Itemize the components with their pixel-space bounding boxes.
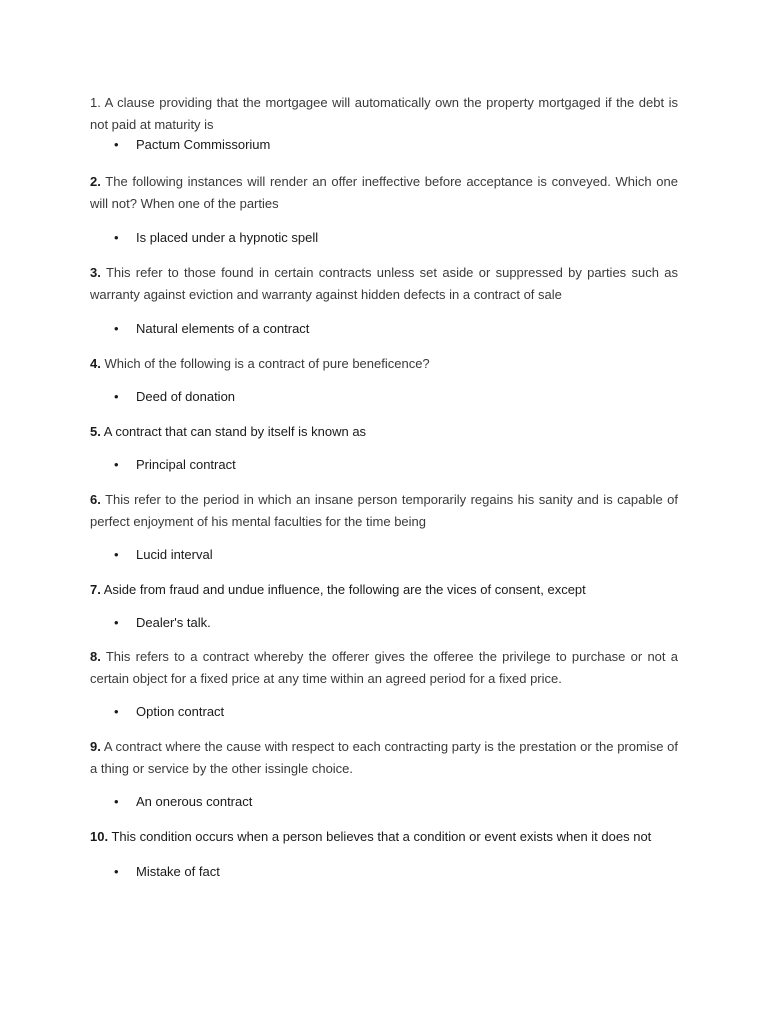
bullet-icon: •	[114, 137, 119, 152]
bullet-icon: •	[114, 389, 119, 404]
question-9	[90, 736, 678, 780]
question-text: A contract that can stand by itself is known as	[103, 424, 367, 439]
question-5	[90, 421, 678, 443]
question-number: 6.	[90, 492, 101, 507]
question-text: Which of the following is a contract of pure beneficence?	[104, 356, 430, 371]
bullet-icon: •	[114, 230, 119, 245]
question-number: 7.	[90, 582, 101, 597]
question-1	[90, 92, 678, 136]
bullet-icon: •	[114, 321, 119, 336]
document-page	[90, 92, 678, 881]
question-text: Aside from fraud and undue influence, the following are the vices of consent, except	[103, 582, 586, 597]
answer-text: Dealer's talk.	[136, 615, 211, 630]
question-3	[90, 262, 678, 306]
answer-text: Option contract	[136, 704, 225, 719]
answer-2	[90, 229, 678, 247]
question-number: 10.	[90, 829, 109, 844]
bullet-icon: •	[114, 457, 119, 472]
question-number: 3.	[90, 265, 101, 280]
question-2	[90, 171, 678, 215]
answer-9	[90, 793, 678, 811]
answer-8	[90, 703, 678, 721]
question-number: 4.	[90, 356, 101, 371]
question-text: This condition occurs when a person believes that a condition or event exists when it does not	[111, 829, 652, 844]
answer-text: Mistake of fact	[136, 864, 220, 879]
answer-6	[90, 546, 678, 564]
question-number: 1.	[90, 95, 101, 110]
bullet-icon: •	[114, 615, 119, 630]
question-text: This refer to those found in certain contracts unless set aside or suppressed by parties such as warranty against eviction and warranty against hidden defects in a contract of sale	[90, 265, 678, 302]
question-10	[90, 826, 678, 848]
answer-text: Natural elements of a contract	[136, 321, 310, 336]
question-text: A contract where the cause with respect to each contracting party is the prestation or the promise of a thing or service by the other issingle choice.	[90, 739, 678, 776]
question-text: The following instances will render an offer ineffective before acceptance is conveyed. Which one will not? When one of the parties	[90, 174, 678, 211]
answer-text: Is placed under a hypnotic spell	[136, 230, 319, 245]
bullet-icon: •	[114, 794, 119, 809]
question-number: 9.	[90, 739, 101, 754]
question-text: This refer to the period in which an insane person temporarily regains his sanity and is capable of perfect enjoyment of his mental faculties for the time being	[90, 492, 678, 529]
question-6	[90, 489, 678, 533]
answer-text: Deed of donation	[136, 389, 236, 404]
question-4	[90, 353, 678, 375]
bullet-icon: •	[114, 704, 119, 719]
question-number: 5.	[90, 424, 101, 439]
answer-4	[90, 388, 678, 406]
answer-text: Pactum Commissorium	[136, 137, 271, 152]
answer-text: An onerous contract	[136, 794, 253, 809]
answer-3	[90, 320, 678, 338]
question-text: This refers to a contract whereby the offerer gives the offeree the privilege to purchase or not a certain object for a fixed price at any time within an agreed period for a fixed price.	[90, 649, 678, 686]
bullet-icon: •	[114, 547, 119, 562]
answer-10	[90, 863, 678, 881]
answer-1	[90, 136, 678, 154]
bullet-icon: •	[114, 864, 119, 879]
question-number: 8.	[90, 649, 101, 664]
answer-7	[90, 614, 678, 632]
answer-5	[90, 456, 678, 474]
question-7	[90, 579, 678, 601]
question-text: A clause providing that the mortgagee will automatically own the property mortgaged if the debt is not paid at maturity is	[90, 95, 678, 132]
question-8	[90, 646, 678, 690]
question-number: 2.	[90, 174, 101, 189]
answer-text: Principal contract	[136, 457, 236, 472]
answer-text: Lucid interval	[136, 547, 213, 562]
